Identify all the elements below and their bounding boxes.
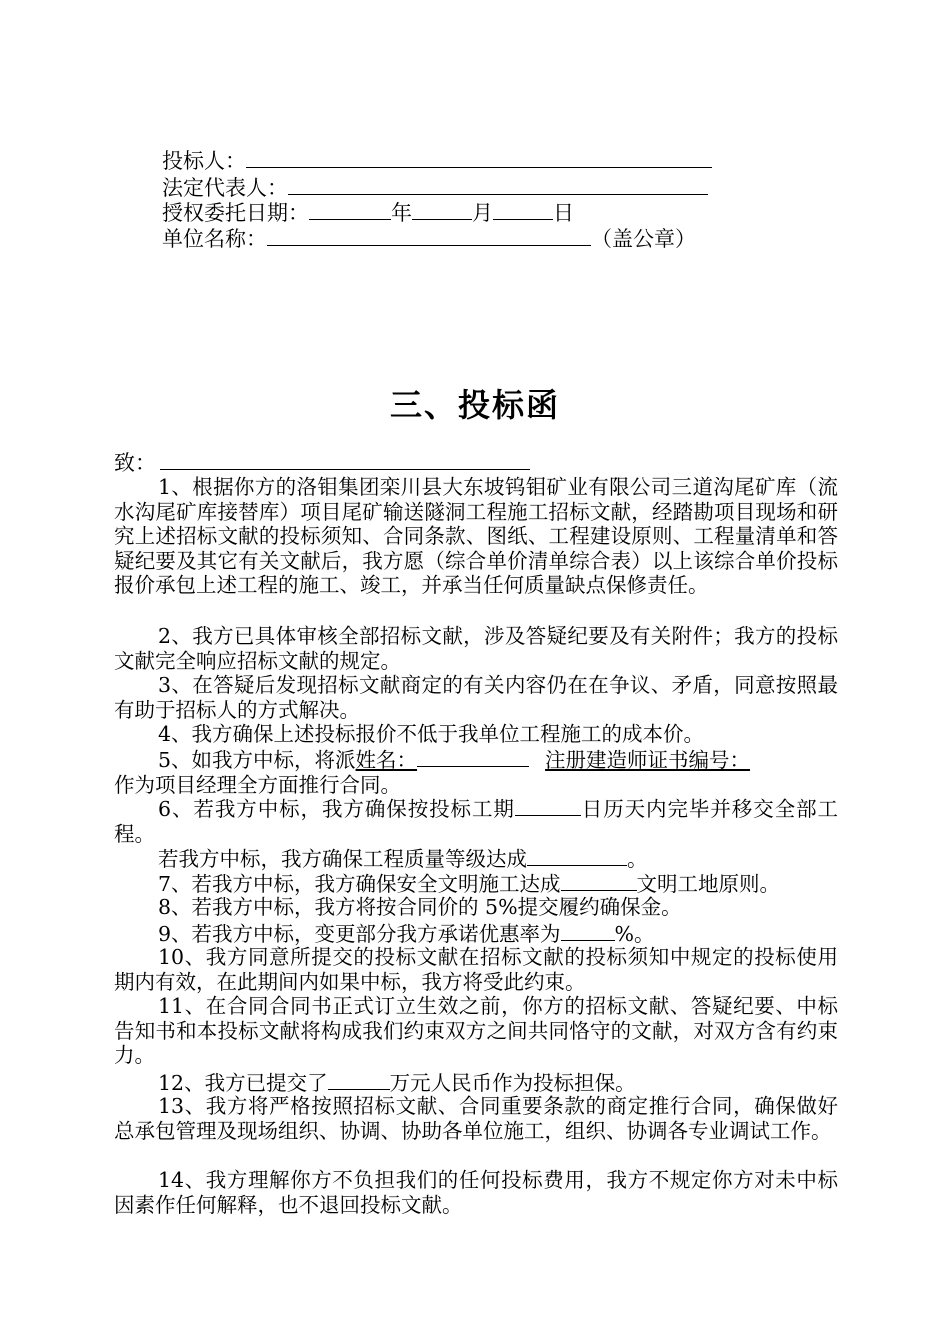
p6q-text-a: 若我方中标，我方确保工程质量等级达成 <box>158 847 527 871</box>
unit-blank[interactable] <box>267 225 591 246</box>
p9-rate-blank[interactable] <box>561 920 615 941</box>
p5-name-blank[interactable] <box>417 746 529 767</box>
paragraph-6-quality <box>114 845 838 872</box>
p5-cert-label: 注册建造师证书编号： <box>545 748 751 772</box>
p6q-quality-blank[interactable] <box>527 845 627 866</box>
day-label: 日 <box>553 201 574 225</box>
p6-period-blank[interactable] <box>515 795 581 816</box>
paragraph-1: 1、根据你方的洛钼集团栾川县大东坡钨钼矿业有限公司三道沟尾矿库（流水沟尾矿库接替库）项目尾矿输送隧洞工程施工招标文献，经踏勘项目现场和研究上述招标文献的投标须知、合同条款、图纸、工程建设原则、工程量清单和答疑纪要及其它有关文献后，我方愿（综合单价清单综合表）以上该综合单价投标报价承包上述工程的施工、竣工，并承当任何质量缺点保修责任。 <box>114 475 838 598</box>
seal-note: （盖公章） <box>591 227 696 251</box>
p9-text-b: %。 <box>614 922 655 946</box>
month-blank[interactable] <box>412 199 472 220</box>
paragraph-10: 10、我方同意所提交的投标文献在招标文献的投标须知中规定的投标使用期内有效，在此期间内如果中标，我方将受此约束。 <box>114 945 838 994</box>
p5-text-b: 作为项目经理全方面推行合同。 <box>114 772 401 797</box>
date-label: 授权委托日期： <box>162 201 309 225</box>
p6q-text-b: 。 <box>627 847 648 871</box>
paragraph-14: 14、我方理解你方不负担我们的任何投标费用，我方不规定你方对未中标因素作任何解释，也不退回投标文献。 <box>114 1168 838 1217</box>
paragraph-4: 4、我方确保上述投标报价不低于我单位工程施工的成本价。 <box>158 722 705 746</box>
p5-text-a: 5、如我方中标，将派 <box>158 748 356 772</box>
paragraph-5 <box>114 746 838 797</box>
paragraph-13: 13、我方将严格按照招标文献、合同重要条款的商定推行合同，确保做好总承包管理及现场组织、协调、协助各单位施工，组织、协调各专业调试工作。 <box>114 1094 838 1143</box>
bidder-line <box>162 147 712 174</box>
to-label: 致： <box>114 451 156 475</box>
p12-text-b: 万元人民币作为投标担保。 <box>389 1071 636 1095</box>
unit-label: 单位名称： <box>162 227 267 251</box>
p5-name-label: 姓名： <box>355 748 418 772</box>
legal-rep-label: 法定代表人： <box>162 176 288 200</box>
month-label: 月 <box>472 201 493 225</box>
bidder-label: 投标人： <box>162 149 246 173</box>
paragraph-3: 3、在答疑后发现招标文献商定的有关内容仍在在争议、矛盾，同意按照最有助于招标人的方式解决。 <box>114 673 838 722</box>
bidder-blank[interactable] <box>246 147 712 168</box>
legal-rep-line <box>162 174 708 201</box>
p12-amount-blank[interactable] <box>328 1069 390 1090</box>
p6-text-a: 6、若我方中标，我方确保按投标工期 <box>158 797 515 821</box>
date-line <box>162 199 574 226</box>
paragraph-12 <box>114 1069 838 1096</box>
paragraph-6 <box>114 795 838 846</box>
to-line <box>114 449 530 476</box>
p12-text-a: 12、我方已提交了 <box>158 1071 328 1095</box>
p7-blank[interactable] <box>561 870 637 891</box>
p9-text-a: 9、若我方中标，变更部分我方承诺优惠率为 <box>158 922 561 946</box>
paragraph-7 <box>114 870 838 897</box>
to-blank[interactable] <box>160 449 530 470</box>
day-blank[interactable] <box>493 199 553 220</box>
legal-rep-blank[interactable] <box>288 174 708 195</box>
paragraph-8: 8、若我方中标，我方将按合同价的 5%提交履约确保金。 <box>158 895 682 919</box>
p7-text-b: 文明工地原则。 <box>636 872 781 896</box>
p7-text-a: 7、若我方中标，我方确保安全文明施工达成 <box>158 872 561 896</box>
page-title: 三、投标函 <box>389 386 560 424</box>
paragraph-2: 2、我方已具体审核全部招标文献，涉及答疑纪要及有关附件；我方的投标文献完全响应招标文献的规定。 <box>114 624 838 673</box>
paragraph-11: 11、在合同合同书正式订立生效之前，你方的招标文献、答疑纪要、中标告知书和本投标文献将构成我们约束双方之间共同恪守的文献，对双方含有约束力。 <box>114 994 838 1068</box>
paragraph-9 <box>114 920 838 947</box>
p6-text-b: 日历天内完毕并移交全部工程。 <box>114 797 838 846</box>
year-blank[interactable] <box>309 199 391 220</box>
unit-line <box>162 225 696 252</box>
year-label: 年 <box>391 201 412 225</box>
